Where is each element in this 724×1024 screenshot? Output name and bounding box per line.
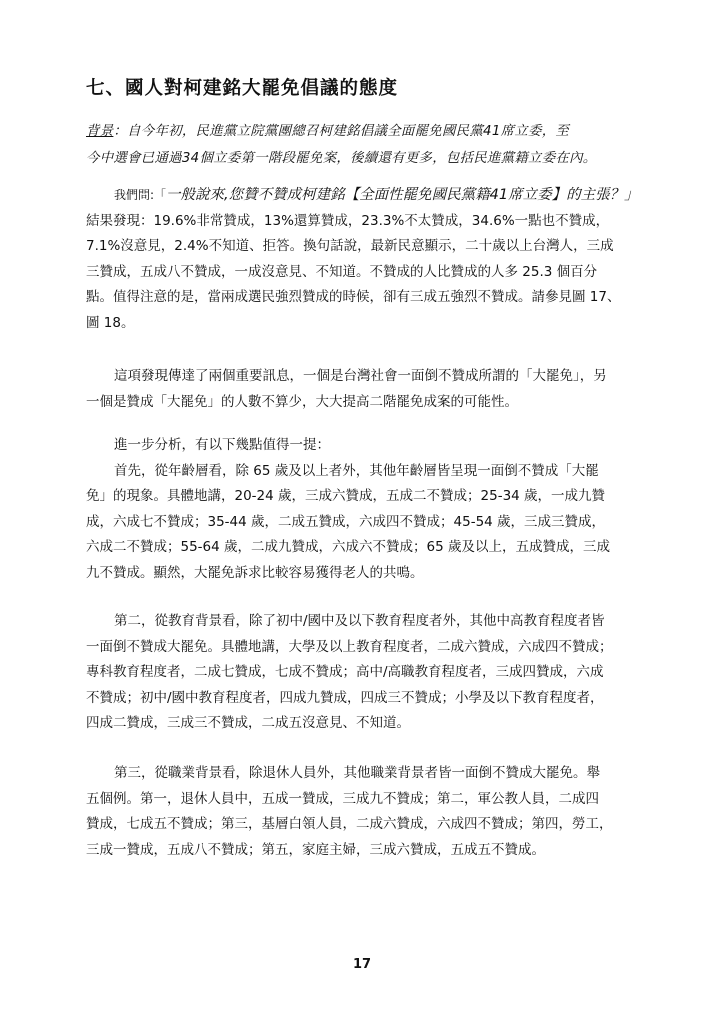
paragraph-line: 首先，從年齡層看，除 65 歲及以上者外，其他年齡層皆呈現一面倒不贊成「大罷	[114, 462, 599, 479]
paragraph-line: 四成二贊成，三成三不贊成，二成五沒意見、不知道。	[86, 715, 410, 732]
results-line: 7.1%沒意見，2.4%不知道、拒答。換句話說，最新民意顯示，二十歲以上台灣人，三成	[86, 238, 614, 255]
page-number: 17	[352, 957, 372, 972]
results-line: 圖 18。	[86, 314, 135, 331]
question-and-results	[86, 183, 642, 337]
background-line-2: 今中選會已通過34個立委第一階段罷免案，後續還有更多，包括民進黨籍立委在內。	[86, 151, 597, 166]
paragraph-age-analysis	[86, 433, 642, 587]
paragraph-line: 五個例。第一，退休人員中，五成一贊成，三成九不贊成；第二，軍公教人員，二成四	[86, 790, 599, 807]
paragraph-line: 成，六成七不贊成；35-44 歲，二成五贊成，六成四不贊成；45-54 歲，三成三贊成，	[86, 513, 606, 530]
paragraph-line: 九不贊成。顯然，大罷免訴求比較容易獲得老人的共鳴。	[86, 564, 424, 581]
results-line: 三贊成，五成八不贊成，一成沒意見、不知道。不贊成的人比贊成的人多 25.3 個百分	[86, 263, 598, 280]
background-note	[86, 118, 641, 172]
paragraph-line: 第三，從職業背景看，除退休人員外，其他職業背景者皆一面倒不贊成大罷免。舉	[114, 765, 600, 781]
paragraph-occupation-analysis	[86, 761, 642, 863]
paragraph-line: 這項發現傳達了兩個重要訊息，一個是台灣社會一面倒不贊成所謂的「大罷免」，另	[114, 368, 607, 384]
results-line: 點。值得注意的是，當兩成選民強烈贊成的時候，卻有三成五強烈不贊成。請參見圖 17、	[86, 289, 621, 306]
paragraph-message	[86, 364, 642, 415]
paragraph-line: 進一步分析，有以下幾點值得一提：	[114, 437, 330, 453]
paragraph-line: 一面倒不贊成大罷免。具體地講，大學及以上教育程度者，二成六贊成，六成四不贊成；	[86, 638, 613, 655]
results-line: 結果發現：19.6%非常贊成，13%還算贊成，23.3%不太贊成，34.6%一點也不贊成，	[86, 212, 610, 229]
section-heading: 七、國人對柯建銘大罷免倡議的態度	[86, 78, 399, 99]
paragraph-line: 專科教育程度者，二成七贊成，七成不贊成；高中/高職教育程度者，三成四贊成，六成	[86, 664, 604, 681]
paragraph-education-analysis	[86, 609, 642, 737]
paragraph-line: 六成二不贊成；55-64 歲，二成九贊成，六成六不贊成；65 歲及以上，五成贊成，三成	[86, 539, 610, 556]
paragraph-line: 三成一贊成，五成八不贊成；第五，家庭主婦，三成六贊成，五成五不贊成。	[86, 841, 545, 858]
paragraph-line: 第二，從教育背景看，除了初中/國中及以下教育程度者外，其他中高教育程度者皆	[114, 613, 605, 629]
question-line	[86, 183, 642, 209]
paragraph-line: 贊成，七成五不贊成；第三，基層白領人員，二成六贊成，六成四不贊成；第四，勞工，	[86, 816, 613, 833]
question-label: 我們問:「	[114, 188, 167, 202]
paragraph-line: 一個是贊成「大罷免」的人數不算少，大大提高二階罷免成案的可能性。	[86, 393, 518, 410]
background-label: 背景	[86, 124, 114, 139]
paragraph-line: 免」的現象。具體地講，20-24 歲，三成六贊成，五成二不贊成；25-34 歲，一成九贊	[86, 488, 606, 505]
question-quote: 一般說來,您贊不贊成柯建銘【全面性罷免國民黨籍41席立委】的主張？」	[166, 187, 639, 203]
paragraph-line: 不贊成；初中/國中教育程度者，四成九贊成，四成三不贊成；小學及以下教育程度者，	[86, 689, 604, 706]
background-line-1: 背景：自今年初，民進黨立院黨團總召柯建銘倡議全面罷免國民黨41席立委，至	[86, 124, 570, 139]
